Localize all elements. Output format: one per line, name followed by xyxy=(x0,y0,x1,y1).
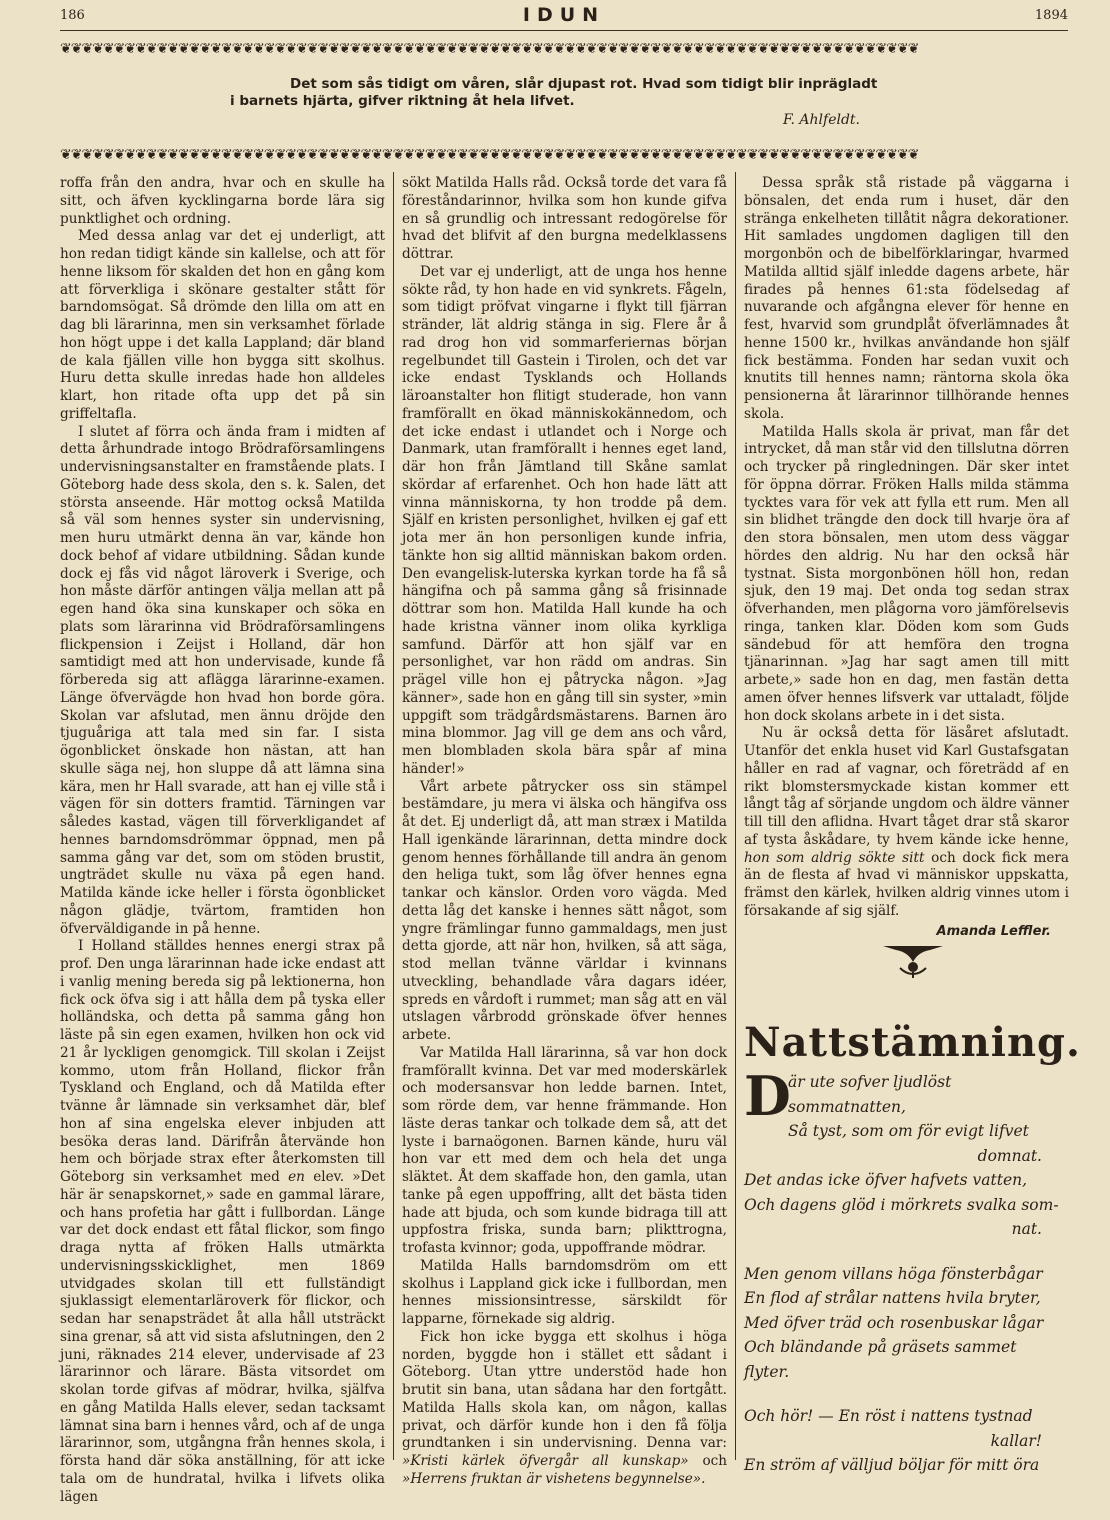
text-run: elev. »Det här är senapskornet,» sade en gammal lärare, och hans profetia har gått i fullbordan. Länge var det dock endast ett fåtal flickor, som fingo draga nytta af fröken Halls utmärkta undervisningsskicklighet, men 1869 utvidgades skolan till ett fullständigt sjuklassigt elementarläroverk för flickor, och sedan har senapsträdet åt alla håll utsträckt sina grenar, så att vid sista afslutningen, den 2 juni, räknades 214 elever, undervisade af 23 lärarinnor och lärare. Bästa vitsordet om skolan torde gifvas af mödrar, hvilka, själfva en gång Matilda Halls elever, sedan tacksamt lämnat sina barn i hennes vård, och af de unga lärarinnor, som, utgångna från hennes skola, i första hand där söka anställning, för att icke tala om de hundratal, hvilka i lifvets olika lägen xyxy=(60,1169,385,1505)
poem-line: Så tyst, som om för evigt lifvet xyxy=(788,1122,1029,1140)
poem-line: nat. xyxy=(1011,1220,1042,1238)
motto-line-1: Det som sås tidigt om våren, slår djupast rot. Hvad som tidigt blir inprägladt xyxy=(290,76,878,92)
poem-line: Med öfver träd och rosenbuskar lågar xyxy=(744,1313,1044,1332)
column-divider xyxy=(393,172,394,1460)
author-signature: Amanda Leffler. xyxy=(936,923,1051,939)
emphasis: hon som aldrig sökte sitt xyxy=(744,849,925,866)
paragraph xyxy=(744,725,1069,920)
emphasis: en xyxy=(288,1169,305,1185)
text-run: Fick hon icke bygga ett skolhus i höga norden, byggde hon i stället ett sådant i Göteborg. Utan yttre understöd hade hon brutit sin bana, utan sådana har den fortgått. Matilda Halls skola kan, om någon, kallas privat, och därför kunde hon i den få följa grundtanken i sin undervisning. Denna var: xyxy=(402,1328,727,1452)
poem-line: Och hör! — En röst i nattens tystnad xyxy=(744,1407,1033,1425)
stanza-gap xyxy=(744,1242,1066,1262)
paragraph: I slutet af förra och ända fram i midten af detta århundrade intogo Brödraförsamlingens undervisningsanstalter en framstående plats. I Göteborg hade dess skola, den s. k. Salen, det största anseende. Här mottog också Matilda så väl som hennes syster sin undervisning, men huru utmärkt denna än var, kände hon dock behof af vidare utbildning. Sådan kunde dock ej fås vid något läroverk i Sverige, och hon måste därför antingen välja mellan att på egen hand öka sina kunskaper och söka en plats som lärarinna vid Brödraförsamlingens flickpension i Zeijst i Holland, där hon samtidigt med att hon undervisade, kunde få förbereda sig att aflägga lärarinne-examen. Länge öfvervägde hon hvad hon borde göra. Skolan var afslutad, men ännu dröjde den tjuguåriga att tala med sin far. I sista ögonblicket önskade hon nästan, att han skulle säga nej, hon sluppe då att lämna sina kära, men hr Hall svarade, att han ej ville stå i vägen för sin dotters framtid. Tärningen var således kastad, vägen till förverkligandet af hennes barndomsdrömmar öppnad, men på samma gång var det, som om stöden brustit, ungträdet skulle nu växa på egen hand. Matilda kände icke heller i första ögonblicket någon glädje, tvärtom, framtiden hon öfverväldigande in på henne. xyxy=(60,423,385,937)
poem-line: En flod af strålar nattens hvila bryter, xyxy=(744,1289,1041,1307)
drop-cap: D xyxy=(744,1064,791,1128)
poem-line: domnat. xyxy=(977,1146,1042,1165)
column-2 xyxy=(402,175,727,1489)
fleuron-icon xyxy=(878,940,948,980)
column-3 xyxy=(744,175,1069,940)
poem-line: Och bländande på gräsets sammet flyter. xyxy=(744,1338,1017,1381)
poem-line: kallar! xyxy=(990,1431,1042,1450)
paragraph: sökt Matilda Halls råd. Också torde det vara få föreståndarinnor, hvilka som hon kunde gifva en så grundlig och intressant redogörelse för hvad det blifvit af den burgna medelklassens döttrar. xyxy=(402,175,727,262)
poem-line: Men genom villans höga fönsterbågar xyxy=(744,1264,1043,1283)
page-number: 186 xyxy=(60,8,85,23)
poem-line: En ström af välljud böljar för mitt öra xyxy=(744,1456,1040,1474)
header-rule xyxy=(60,30,1068,31)
motto xyxy=(230,76,910,110)
text-run: och xyxy=(702,1453,728,1469)
text-run: och dock fick mera än de flesta af hvad vi människor uppskatta, främst den kärlek, hvilken aldrig vinnes utom i försakande af sig själf. xyxy=(744,849,1069,919)
year: 1894 xyxy=(1034,8,1068,23)
poem-line: är ute sofver ljudlöst sommatnatten, xyxy=(788,1073,952,1116)
paragraph: Matilda Halls skola är privat, man får det intrycket, då man står vid den tillslutna dörren och trycker på ringledningen. Där sker intet för öppna dörrar. Fröken Halls milda stämma tycktes vara för vek att fylla ett rum. Men all sin blidhet trängde den dock till hvarje öra af den stora bönsalen, men utom dess väggar hördes den aldrig. Nu har den också här tystnat. Sista morgonbönen höll hon, redan sjuk, den 19 maj. Det onda tog sedan strax öfverhanden, men plågorna voro jämförelsevis ringa, tanken klar. Döden kom som Guds sändebud för att hemföra den trogna tjänarinnan. »Jag har sagt amen till mitt arbete,» sade hon en dag, men fastän detta amen öfver hennes lifsverk var uttaladt, följde hon dock skolans arbete in i det sista. xyxy=(744,423,1069,724)
paragraph: Dessa språk stå ristade på väggarna i bönsalen, det enda rum i huset, där den stränga enkelheten tillåtit några dekorationer. Hit samlades ungdomen dagligen till den morgonbön och de bibelförklaringar, hvarmed Matilda alltid själf inledde dagens arbete, här firades på hennes 61:sta födelsedag af nuvarande och afgångna elever för henne en fest, hvarvid som grundplåt öfverlämnades åt henne 1500 kr., hvilkas användande hon själf fick bestämma. Fonden har sedan vuxit och knutits till hennes namn; räntorna skola öka pensionerna åt lärarinnor tillhörande hennes skola. xyxy=(744,175,1069,422)
ornament-border-bottom: ❦❦❦❦❦❦❦❦❦❦❦❦❦❦❦❦❦❦❦❦❦❦❦❦❦❦❦❦❦❦❦❦❦❦❦❦❦❦❦❦❦❦❦❦❦❦❦❦❦❦❦❦❦❦❦❦❦❦❦❦❦❦❦❦❦❦❦❦❦❦❦❦❦❦❦❦❦❦❦❦ xyxy=(60,148,919,162)
emphasis: »Herrens fruktan är vishetens begynnelse». xyxy=(402,1470,706,1487)
paragraph: roffa från den andra, hvar och en skulle ha sitt, och äfven kycklingarna borde lära sig punktlighet och ordning. xyxy=(60,175,385,227)
paragraph: Matilda Halls barndomsdröm om ett skolhus i Lappland gick icke i fullbordan, men hennes missionsintresse, särskildt för lapparne, förnekade sig aldrig. xyxy=(402,1257,727,1327)
text-run: Nu är också detta för läsåret afslutadt. Utanför det enkla huset vid Karl Gustafsgatan håller en rad af vagnar, och företrädd af en rikt blomstersmyckade kistan kommer ett långt tåg af sörjande ungdom och äldre vänner till till den aflidna. Hvart tåget drar stå skaror af tysta åskådare, ty hvem kände icke henne, xyxy=(744,725,1069,848)
stanza-gap xyxy=(744,1384,1066,1404)
text-run: I Holland ställdes hennes energi strax på prof. Den unga lärarinnan hade icke endast att i vanlig mening bereda sig på lektionerna, hon fick ock öfva sig i att hålla dem på tyska eller holländska, och detta på samma gång hon läste på sin egen examen, hvilken hon ock vid 21 år lyckligen genomgick. Till skolan i Zeijst kommo, utom från Holland, flickor från Tyskland och England, och då Matilda efter tvänne år lämnade sin verksamhet där, blef hon af sina engelska elever inbjuden att besöka deras land. Därifrån återvände hon hem och började strax efter återkomsten till Göteborg sin verksamhet med xyxy=(60,938,385,1185)
poem-line: Det andas icke öfver hafvets vatten, xyxy=(744,1171,1028,1189)
motto-line-2: i barnets hjärta, gifver riktning åt hela lifvet. xyxy=(230,93,575,109)
column-1 xyxy=(60,175,385,1506)
poem-title: Nattstämning. xyxy=(744,1019,1081,1066)
emphasis: »Kristi kärlek öfvergår all kunskap» xyxy=(402,1453,689,1469)
ornament-border-top: ❦❦❦❦❦❦❦❦❦❦❦❦❦❦❦❦❦❦❦❦❦❦❦❦❦❦❦❦❦❦❦❦❦❦❦❦❦❦❦❦❦❦❦❦❦❦❦❦❦❦❦❦❦❦❦❦❦❦❦❦❦❦❦❦❦❦❦❦❦❦❦❦❦❦❦❦❦❦❦❦ xyxy=(60,42,919,56)
paragraph: Vårt arbete påtrycker oss sin stämpel bestämdare, ju mera vi älska och hängifva oss åt det. Ej underligt då, att man stræx i Matilda Hall igenkände lärarinnan, detta mindre dock genom hennes förhållande till andra än genom den heliga tukt, som låg öfver hennes egna tankar och känslor. Orden voro vägda. Med detta låg det kanske i hennes sätt något, som yngre främlingar funno gammaldags, men just detta gjorde, att när hon, hvilken, så att säga, stod mellan tvänne världar i kvinnans utveckling, behandlade våra dagars idéer, spreds en vårdoft i rummet; man såg att en väl utslagen vårbrodd grönskade öfver hennes arbete. xyxy=(402,778,727,1043)
paragraph: Med dessa anlag var det ej underligt, att hon redan tidigt kände sin kallelse, och att för henne liksom för skalden det hon en gång kom att förverkliga i skönare gestalter stått för barndomsögat. Så drömde den lilla om att en dag bli lärarinna, men sin verksamhet förlade hon högt uppe i det kalla Lappland; där bland de kala fjällen ville hon bygga sitt skolhus. Huru detta skulle inredas hade hon alldeles klart, hon ritade ofta upp det på sin griffeltafla. xyxy=(60,228,385,422)
motto-author: F. Ahlfeldt. xyxy=(782,112,860,128)
column-divider xyxy=(735,172,736,1460)
paragraph xyxy=(402,1329,727,1489)
paragraph: Det var ej underligt, att de unga hos henne sökte råd, ty hon hade en vid synkrets. Fågeln, som tidigt pröfvat vingarne i flykt till fjärran stränder, lät aldrig stänga in sig. Flere år å rad drog hon vid sommarferiernas början regelbundet till Gastein i Tirolen, och det var icke endast Tysklands och Hollands läroanstalter hon flitigt studerade, hon vann framförallt en ökad människokännedom, och det icke endast i utlandet och i Norge och Danmark, utan framförallt i hennes eget land, där hon från Jämtland till Skåne samlat skördar af erfarenhet. Och hon hade lätt att vinna människorna, ty hon trodde på dem. Själf en kristen personlighet, hvilken ej gaf ett jota mer än hon personligen kunde infria, tänkte hon sig alltid människan bakom orden. Den evangelisk-luterska kyrkan torde ha få så hängifna och på samma gång så frisinnade döttrar som hon. Matilda Hall kunde ha och hade kristna vänner inom olika kyrkliga samfund. Därför att hon själf var en personlighet, var hon rädd om andras. Sin prägel ville hon ej påtrycka någon. »Jag känner», sade hon en gång till sin syster, »min uppgift som trädgårdsmästarens. Barnen äro mina blommor. Jag vill ge dem ans och vård, men blombladen skola bära spår af mina händer!» xyxy=(402,263,727,777)
running-head xyxy=(60,6,1068,28)
paragraph xyxy=(60,938,385,1506)
journal-title: IDUN xyxy=(522,4,606,26)
paragraph: Var Matilda Hall lärarinna, så var hon dock framförallt kvinna. Det var med moderskärlek och modersansvar hon ledde barnen. Intet, som rörde dem, var henne främmande. Hon läste deras tankar och tolkade dem så, att det lyste i barnaögonen. Barnen kände, huru väl hon var ett med dem och hela det unga släktet. Åt dem skaffade hon, den gamla, utan tanke på egen uppoffring, allt det bästa tiden hade att bjuda, och som kunde bidraga till att uppfostra friska, sunda barn; plikttrogna, trofasta kvinnor; goda, uppoffrande mödrar. xyxy=(402,1044,727,1256)
poem-line: Och dagens glöd i mörkrets svalka som- xyxy=(744,1195,1059,1214)
poem xyxy=(744,1064,1066,1478)
